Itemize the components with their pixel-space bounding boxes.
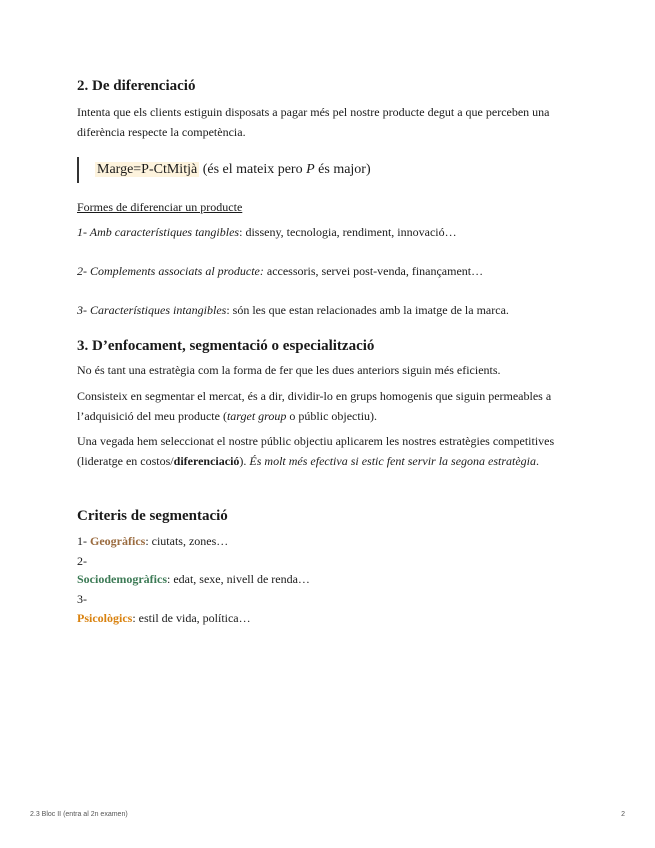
criteria-label-psicologics: Psicològics xyxy=(77,611,133,625)
p3-italic: És molt més efectiva si estic fent servir la segona estratègia xyxy=(249,454,537,468)
margin-formula: Marge=P-CtMitjà xyxy=(97,162,198,177)
differentiation-subhead: Formes de diferenciar un producte xyxy=(77,200,243,214)
criteria-item-1 xyxy=(77,531,587,551)
p3-text-c: ). xyxy=(239,454,250,468)
diff-item-label: 1- Amb característiques tangibles xyxy=(77,225,240,239)
criteria-text: : ciutats, zones… xyxy=(145,534,229,548)
p2-target-group: target group xyxy=(226,409,287,423)
diff-item-3 xyxy=(77,300,587,320)
criteria-title: Criteris de segmentació xyxy=(77,508,228,524)
p3-diferenciacio: diferenciació xyxy=(173,454,240,468)
callout-text-b: és major) xyxy=(314,162,371,177)
footer-section-label: 2.3 Bloc II (entra al 2n examen) xyxy=(30,811,128,818)
section-3-p1: No és tant una estratègia com la forma de fer que les dues anteriors siguin més eficients. xyxy=(77,363,501,377)
diff-item-2 xyxy=(77,261,587,281)
diff-item-sep: : xyxy=(226,303,233,317)
diff-item-text: són les que estan relacionades amb la imatge de la marca. xyxy=(232,303,509,317)
footer-page-number: 2 xyxy=(621,811,625,818)
criteria-item-2 xyxy=(77,569,587,589)
p3-text-d: . xyxy=(536,454,540,468)
callout-p: P xyxy=(306,162,315,177)
diff-item-label: 3- Característiques intangibles xyxy=(77,303,227,317)
criteria-num-3: 3- xyxy=(77,592,87,606)
diff-item-label: 2- Complements associats al producte: xyxy=(77,264,264,278)
p2-text-b: o públic objectiu). xyxy=(286,409,378,423)
diff-item-text: disseny, tecnologia, rendiment, innovació… xyxy=(245,225,457,239)
section-3-p3 xyxy=(77,431,587,471)
callout-text-a: (és el mateix pero xyxy=(199,162,307,177)
section-2-title: 2. De diferenciació xyxy=(77,78,196,94)
criteria-text: : estil de vida, política… xyxy=(132,611,251,625)
section-3-p2 xyxy=(77,386,587,426)
section-2-intro: Intenta que els clients estiguin disposats a pagar més pel nostre producte degut a que perceben una diferència respecte la competència. xyxy=(77,105,550,139)
diff-item-text: accessoris, servei post-venda, finançament… xyxy=(266,264,484,278)
margin-formula-callout xyxy=(77,157,371,183)
criteria-num-2: 2- xyxy=(77,554,87,568)
diff-item-sep: : xyxy=(239,225,246,239)
p3-text-a: Una vegada hem seleccionat el nostre públic objectiu aplicarem les nostres estratègies competitives (lideratge en costos/ xyxy=(77,434,555,468)
criteria-num: 1- xyxy=(77,534,90,548)
p2-text-a: Consisteix en segmentar el mercat, és a dir, dividir-lo en grups homogenis que siguin permeables a l’adquisició del meu producte ( xyxy=(77,389,552,423)
diff-item-1 xyxy=(77,222,587,242)
criteria-label-geografics: Geogràfics xyxy=(90,534,146,548)
criteria-text: : edat, sexe, nivell de renda… xyxy=(166,572,310,586)
criteria-item-3 xyxy=(77,608,587,628)
section-3-title: 3. D’enfocament, segmentació o especialització xyxy=(77,338,375,354)
criteria-label-sociodemografics: Sociodemogràfics xyxy=(77,572,167,586)
